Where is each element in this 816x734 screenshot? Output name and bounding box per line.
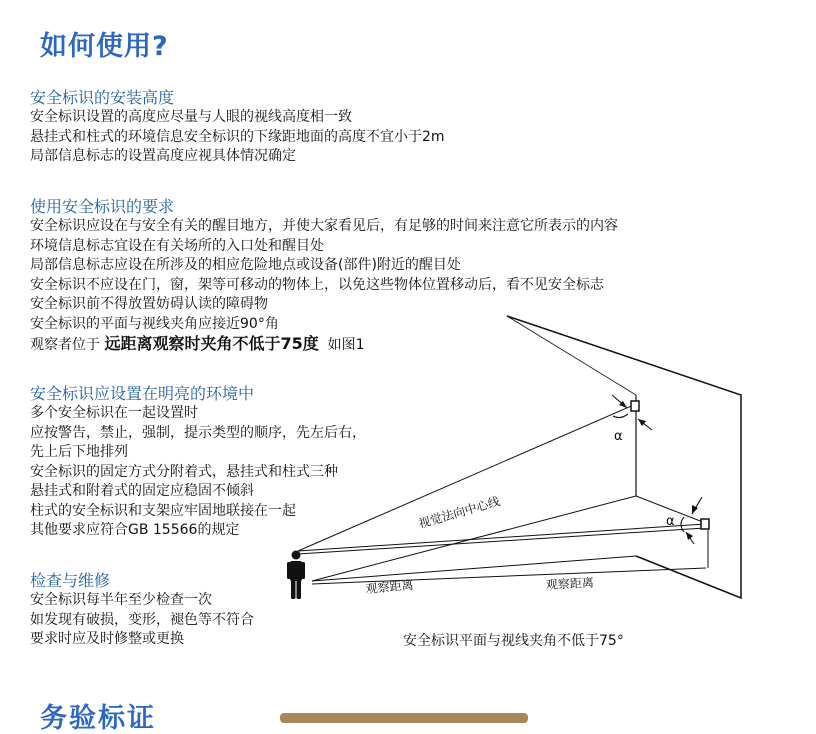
text-line: 局部信息标志应设在所涉及的相应危险地点或设备(部件)附近的醒目处: [30, 257, 461, 273]
observer-suffix: 如图1: [318, 337, 365, 353]
text-line: 应按警告，禁止，强制，提示类型的顺序，先左后右，: [30, 424, 366, 441]
observer-angle-highlight: 远距离观察时夹角不低于75度: [104, 334, 319, 353]
text-line: 安全标识不应设在门，窗，架等可移动的物体上，以免这些物体位置移动后，看不见安全标志: [30, 276, 604, 293]
text-line: 要求时应及时修整或更换: [30, 631, 184, 647]
observer-person-icon: [287, 551, 305, 600]
text-line: 安全标识应设在与安全有关的醒目地方，并使大家看见后，有足够的时间来注意它所表示的内容: [30, 218, 618, 234]
next-section-bar: [280, 713, 528, 723]
text-line: 如发现有破损，变形，褪色等不符合: [30, 611, 254, 628]
section-heading: 安全标识的安装高度: [30, 88, 175, 107]
page-title: 如何使用?: [40, 31, 169, 62]
diagram-caption: 安全标识平面与视线夹角不低于75°: [403, 633, 624, 649]
text-line: 安全标识的平面与视线夹角应接近90°角: [30, 315, 279, 332]
wall-sign-icon: [631, 401, 639, 411]
side-sign-icon: [701, 519, 709, 529]
text-line: 安全标识设置的高度应尽量与人眼的视线高度相一致: [30, 109, 352, 125]
section-heading: 使用安全标识的要求: [30, 197, 175, 216]
text-line: 安全标识每半年至少检查一次: [30, 592, 212, 608]
text-line: 环境信息标志宜设在有关场所的入口处和醒目处: [30, 237, 324, 254]
next-section-title: 务验标证: [40, 703, 156, 734]
sight-line-wall-sign: [298, 404, 636, 551]
text-line: 先上后下地排列: [30, 444, 128, 460]
angle-arc-wall: [613, 414, 628, 418]
wall-ceiling-edge: [507, 316, 636, 395]
alpha-label-side: α: [666, 514, 675, 529]
text-line: 多个安全标识在一起设置时: [30, 405, 198, 421]
sight-line-side-sign: [298, 524, 705, 551]
arrowhead-icon: [686, 532, 693, 540]
section-heading: 检查与维修: [30, 571, 111, 590]
text-line: 局部信息标志的设置高度应视具体情况确定: [30, 148, 296, 164]
text-line: 悬挂式和柱式的环境信息安全标识的下缘距地面的高度不宜小于2m: [30, 128, 445, 145]
center-line-label: 视觉法向中心线: [416, 494, 502, 531]
wall-outline: [507, 316, 741, 598]
alpha-label-wall: α: [614, 429, 623, 444]
text-line: 其他要求应符合GB 15566的规定: [30, 522, 240, 538]
distance-label-left: 观察距离: [365, 577, 415, 596]
distance-label-right: 观察距离: [545, 575, 595, 592]
text-line: 安全标识的固定方式分附着式，悬挂式和柱式三种: [30, 463, 338, 480]
sight-line-side-sign-lower: [298, 528, 705, 554]
observer-prefix: 观察者位于: [30, 337, 105, 353]
text-line: 悬挂式和附着式的固定应稳固不倾斜: [30, 483, 254, 499]
text-line: 柱式的安全标识和支架应牢固地联接在一起: [30, 502, 296, 519]
text-line: 安全标识前不得放置妨碍认读的障碍物: [30, 296, 268, 312]
section-heading: 安全标识应设置在明亮的环境中: [30, 384, 255, 403]
